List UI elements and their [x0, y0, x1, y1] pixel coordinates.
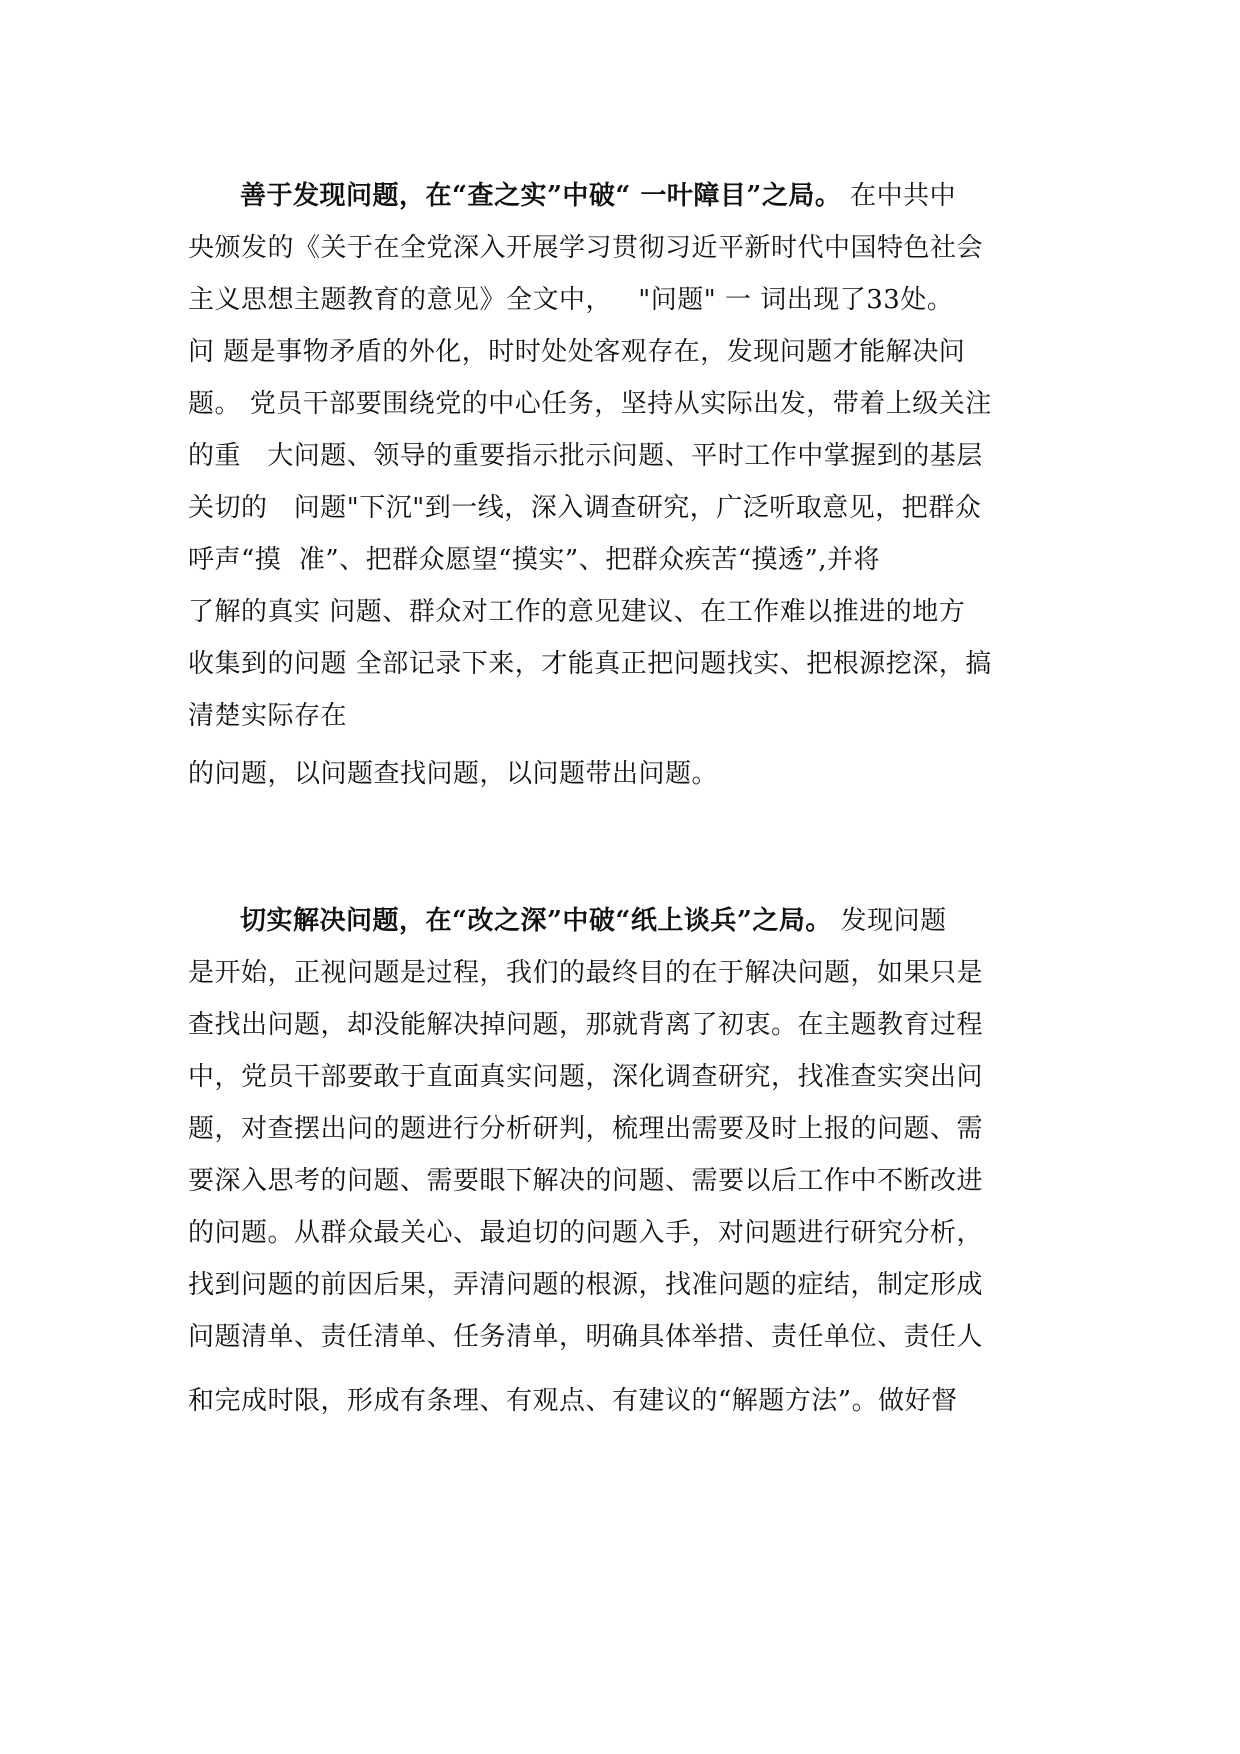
paragraph-line: 呼声“摸 准”、把群众愿望“摸实”、把群众疾苦“摸透”,并将 — [188, 545, 881, 575]
paragraph-line: 和完成时限，形成有条理、有观点、有建议的“解题方法”。做好督 — [188, 1386, 958, 1416]
section-heading: 善于发现问题，在“查之实”中破“ 一叶障目”之局。 — [240, 181, 842, 211]
paragraph-line: 的问题。从群众最关心、最迫切的问题入手，对问题进行研究分析， — [188, 1218, 984, 1248]
paragraph-line: 的问题，以问题查找问题，以问题带出问题。 — [188, 759, 719, 789]
section-heading: 切实解决问题，在“改之深”中破“纸上谈兵”之局。 — [240, 906, 832, 936]
paragraph-line — [240, 904, 1070, 938]
paragraph-line: 问题清单、责任清单、任务清单，明确具体举措、责任单位、责任人 — [188, 1322, 984, 1352]
paragraph-line: 关切的 问题"下沉"到一线，深入调查研究，广泛听取意见，把群众 — [188, 493, 982, 523]
paragraph-line: 的重 大问题、领导的重要指示批示问题、平时工作中掌握到的基层 — [188, 441, 983, 471]
paragraph-line: 问 题是事物矛盾的外化，时时处处客观存在，发现问题才能解决问 — [188, 337, 966, 367]
paragraph-line: 中，党员干部要敢于直面真实问题，深化调查研究，找准查实突出问 — [188, 1062, 984, 1092]
paragraph-text: 在中共中 — [841, 181, 957, 211]
paragraph-line: 题，对查摆出问的题进行分析研判，梳理出需要及时上报的问题、需 — [188, 1114, 984, 1144]
paragraph-line: 央颁发的《关于在全党深入开展学习贯彻习近平新时代中国特色社会 — [188, 233, 984, 263]
paragraph-line: 查找出问题，却没能解决掉问题，那就背离了初衷。在主题教育过程 — [188, 1010, 984, 1040]
paragraph-line: 主义思想主题教育的意见》全文中， "问题" 一 词出现了33处。 — [188, 285, 954, 315]
paragraph-line: 题。 党员干部要围绕党的中心任务，坚持从实际出发，带着上级关注 — [188, 389, 992, 419]
paragraph-line: 清楚实际存在 — [188, 701, 348, 731]
paragraph-line — [240, 179, 1070, 213]
paragraph-line: 是开始，正视问题是过程，我们的最终目的在于解决问题，如果只是 — [188, 958, 984, 988]
paragraph-line: 了解的真实 问题、群众对工作的意见建议、在工作难以推进的地方 — [188, 597, 966, 627]
paragraph-text: 发现问题 — [831, 906, 947, 936]
paragraph-line: 找到问题的前因后果，弄清问题的根源，找准问题的症结，制定形成 — [188, 1270, 984, 1300]
paragraph-line: 收集到的问题 全部记录下来，才能真正把问题找实、把根源挖深，搞 — [188, 649, 992, 679]
paragraph-line: 要深入思考的问题、需要眼下解决的问题、需要以后工作中不断改进 — [188, 1166, 984, 1196]
